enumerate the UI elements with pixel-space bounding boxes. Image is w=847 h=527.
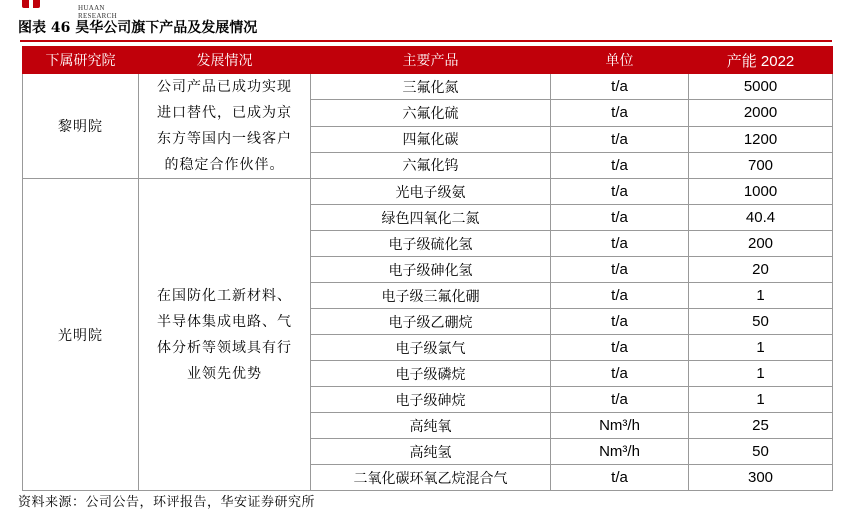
unit-cell: t/a bbox=[551, 126, 689, 152]
capacity-cell: 2000 bbox=[689, 100, 833, 126]
development-line: 东方等国内一线客户 bbox=[157, 131, 292, 147]
capacity-cell: 50 bbox=[689, 309, 833, 335]
unit-cell: t/a bbox=[551, 335, 689, 361]
capacity-cell: 25 bbox=[689, 413, 833, 439]
unit-cell: t/a bbox=[551, 465, 689, 491]
development-line: 半导体集成电路、气 bbox=[157, 313, 292, 330]
capacity-cell: 200 bbox=[689, 231, 833, 257]
development-line: 的稳定合作伙伴。 bbox=[164, 157, 285, 173]
capacity-cell: 1 bbox=[689, 361, 833, 387]
table-row bbox=[23, 179, 833, 205]
table-header-row bbox=[23, 47, 833, 74]
huaan-logo bbox=[20, 0, 140, 20]
unit-cell: t/a bbox=[551, 231, 689, 257]
header-capacity: 产能 2022 bbox=[689, 47, 833, 74]
development-line: 体分析等领域具有行 bbox=[157, 339, 292, 356]
product-cell: 电子级乙硼烷 bbox=[311, 309, 551, 335]
header-unit: 单位 bbox=[551, 47, 689, 74]
product-cell: 三氟化氮 bbox=[311, 74, 551, 100]
capacity-cell: 1200 bbox=[689, 126, 833, 152]
institute-cell: 光明院 bbox=[23, 179, 139, 491]
capacity-cell: 700 bbox=[689, 152, 833, 178]
development-line: 业领先优势 bbox=[187, 365, 262, 382]
product-cell: 电子级硫化氢 bbox=[311, 231, 551, 257]
capacity-cell: 40.4 bbox=[689, 205, 833, 231]
product-cell: 六氟化钨 bbox=[311, 152, 551, 178]
capacity-cell: 300 bbox=[689, 465, 833, 491]
capacity-cell: 1000 bbox=[689, 179, 833, 205]
title-divider bbox=[20, 40, 832, 42]
product-cell: 绿色四氧化二氮 bbox=[311, 205, 551, 231]
capacity-cell: 1 bbox=[689, 335, 833, 361]
header-products: 主要产品 bbox=[311, 47, 551, 74]
development-line: 在国防化工新材料、 bbox=[157, 287, 292, 304]
unit-cell: t/a bbox=[551, 100, 689, 126]
product-cell: 电子级砷烷 bbox=[311, 387, 551, 413]
logo-english-text: HUAAN RESEARCH bbox=[78, 4, 117, 20]
capacity-cell: 50 bbox=[689, 439, 833, 465]
product-cell: 电子级三氟化硼 bbox=[311, 283, 551, 309]
capacity-cell: 1 bbox=[689, 387, 833, 413]
unit-cell: t/a bbox=[551, 152, 689, 178]
header-institute: 下属研究院 bbox=[23, 47, 139, 74]
unit-cell: Nm³/h bbox=[551, 413, 689, 439]
unit-cell: t/a bbox=[551, 205, 689, 231]
table-row bbox=[23, 74, 833, 100]
unit-cell: t/a bbox=[551, 257, 689, 283]
development-line: 进口替代，已成为京 bbox=[157, 105, 292, 121]
unit-cell: Nm³/h bbox=[551, 439, 689, 465]
product-cell: 高纯氢 bbox=[311, 439, 551, 465]
product-cell: 电子级磷烷 bbox=[311, 361, 551, 387]
unit-cell: t/a bbox=[551, 309, 689, 335]
product-cell: 电子级氯气 bbox=[311, 335, 551, 361]
development-cell bbox=[139, 179, 311, 491]
capacity-cell: 1 bbox=[689, 283, 833, 309]
product-cell: 高纯氧 bbox=[311, 413, 551, 439]
product-cell: 四氟化碳 bbox=[311, 126, 551, 152]
unit-cell: t/a bbox=[551, 361, 689, 387]
capacity-cell: 5000 bbox=[689, 74, 833, 100]
product-table bbox=[22, 46, 833, 491]
development-cell bbox=[139, 74, 311, 179]
development-line: 公司产品已成功实现 bbox=[157, 79, 292, 95]
product-cell: 六氟化硫 bbox=[311, 100, 551, 126]
product-cell: 光电子级氨 bbox=[311, 179, 551, 205]
unit-cell: t/a bbox=[551, 387, 689, 413]
figure-title: 图表 46 昊华公司旗下产品及发展情况 bbox=[18, 20, 258, 36]
source-note: 资料来源：公司公告，环评报告，华安证券研究所 bbox=[18, 495, 316, 510]
header-development: 发展情况 bbox=[139, 47, 311, 74]
unit-cell: t/a bbox=[551, 283, 689, 309]
huaan-logo-mark bbox=[22, 0, 40, 8]
product-cell: 二氧化碳环氧乙烷混合气 bbox=[311, 465, 551, 491]
unit-cell: t/a bbox=[551, 179, 689, 205]
product-cell: 电子级砷化氢 bbox=[311, 257, 551, 283]
capacity-cell: 20 bbox=[689, 257, 833, 283]
unit-cell: t/a bbox=[551, 74, 689, 100]
institute-cell: 黎明院 bbox=[23, 74, 139, 179]
